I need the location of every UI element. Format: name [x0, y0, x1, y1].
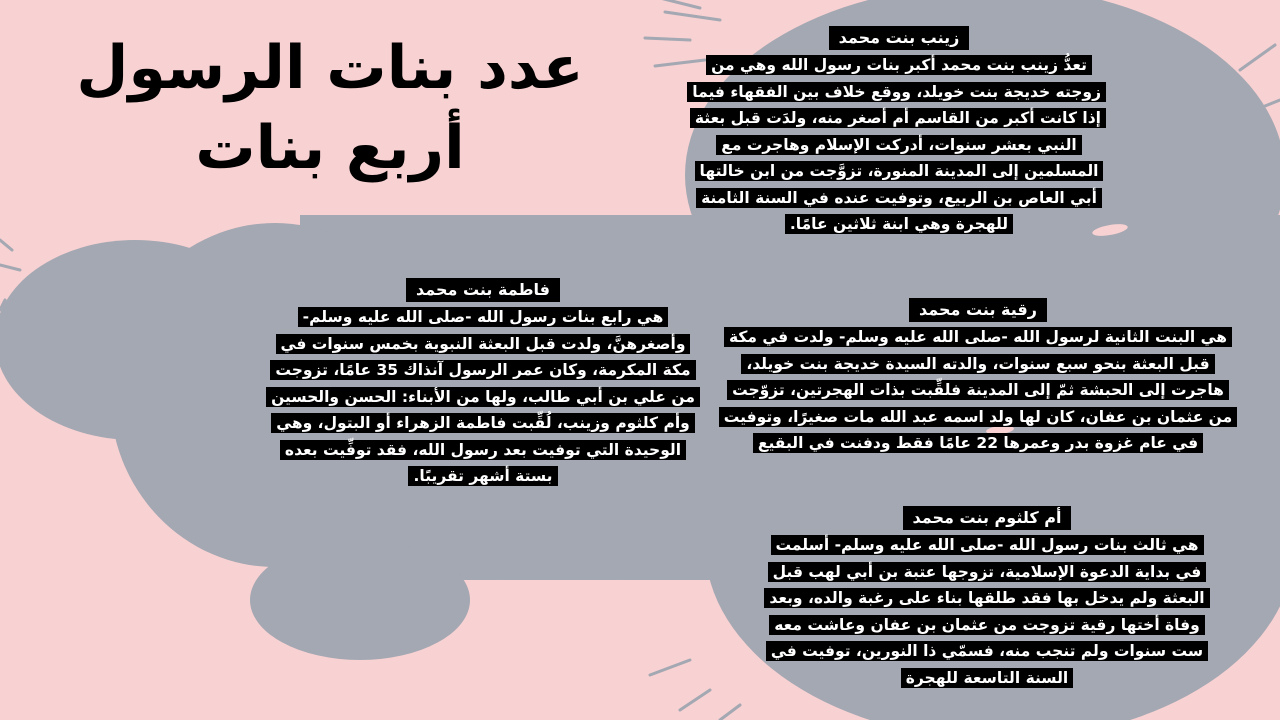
card-umm-kulthum-body	[762, 532, 1212, 691]
card-zainab	[692, 26, 1106, 238]
page-title-line1: عدد بنات الرسول	[76, 33, 584, 103]
card-ruqayya	[716, 298, 1240, 457]
card-zainab-body	[692, 52, 1106, 238]
card-fatima	[266, 278, 700, 490]
card-fatima-text: هي رابع بنات رسول الله -صلى الله عليه وسلم- وأصغرهنَّ، ولدت قبل البعثة النبوية بخمس سنوات في مكة المكرمة، وكان عمر الرسول آنذاك 35 عامًا، تزوجت من علي بن أبي طالب، ولها من الأبناء: الحسن والحسين وأم كلثوم وزينب، لُقِّبت فاطمة الزهراء أو البتول، وهي الوحيدة التي توفيت بعد رسول الله، فقد توفِّيت بعده بستة أشهر تقريبًا.	[266, 307, 700, 486]
card-ruqayya-title: رقية بنت محمد	[909, 298, 1047, 322]
page-title	[60, 28, 600, 188]
card-umm-kulthum	[762, 506, 1212, 691]
card-ruqayya-text: هي البنت الثانية لرسول الله -صلى الله عليه وسلم- ولدت في مكة قبل البعثة بنحو سبع سنوات، والدته السيدة خديجة بنت خويلد، هاجرت إلى الحبشة ثمّ إلى المدينة فلقِّبت بذات الهجرتين، تزوّجت من عثمان بن عفان، كان لها ولد اسمه عبد الله مات صغيرًا، وتوفيت في عام غزوة بدر وعمرها 22 عامًا فقط ودفنت في البقيع	[719, 327, 1237, 453]
page-title-line2: أربع بنات	[195, 113, 465, 183]
card-zainab-text: تعدُّ زينب بنت محمد أكبر بنات رسول الله وهي من زوجته خديجة بنت خويلد، ووقع خلاف بين الفقهاء فيما إذا كانت أكبر من القاسم أم أصغر منه، ولدَت قبل بعثة النبي بعشر سنوات، أدركت الإسلام وهاجرت مع المسلمين إلى المدينة المنورة، تزوَّجت من ابن خالتها أبي العاص بن الربيع، وتوفيت عنده في السنة الثامنة للهجرة وهي ابنة ثلاثين عامًا.	[687, 55, 1106, 234]
card-fatima-title: فاطمة بنت محمد	[406, 278, 560, 302]
card-umm-kulthum-text: هي ثالث بنات رسول الله -صلى الله عليه وسلم- أسلمت في بداية الدعوة الإسلامية، تزوجها عتبة بن أبي لهب قبل البعثة ولم يدخل بها فقد طلقها بناء على رغبة والده، وبعد وفاة أختها رقية تزوجت من عثمان بن عفان وعاشت معه ست سنوات ولم تنجب منه، فسمّي ذا النورين، توفيت في السنة التاسعة للهجرة	[764, 535, 1209, 688]
card-umm-kulthum-title: أم كلثوم بنت محمد	[903, 506, 1072, 530]
card-zainab-title: زينب بنت محمد	[829, 26, 970, 50]
card-ruqayya-body	[716, 324, 1240, 457]
card-fatima-body	[266, 304, 700, 490]
